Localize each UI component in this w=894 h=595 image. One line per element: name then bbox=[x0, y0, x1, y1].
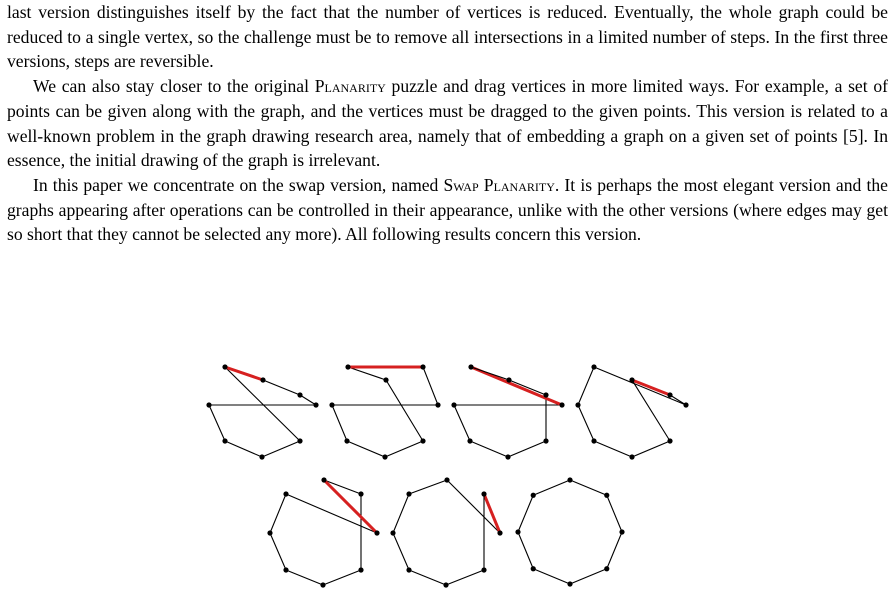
graph-edge bbox=[533, 569, 570, 584]
graph-panel-4 bbox=[575, 364, 688, 459]
text-segment: We can also stay closer to the original bbox=[33, 76, 315, 97]
graph-vertex bbox=[497, 530, 502, 535]
graph-vertex bbox=[222, 364, 227, 369]
graph-vertex bbox=[591, 364, 596, 369]
graph-vertex bbox=[345, 364, 350, 369]
graph-edge bbox=[607, 495, 622, 532]
graph-edge bbox=[509, 380, 546, 395]
swapped-edge bbox=[484, 494, 500, 533]
graph-vertex bbox=[451, 402, 456, 407]
text-segment: last version distinguishes itself by the fact that the number of vertices is reduced. Eventually, the whole graph could be reduced to a single vertex, so the challenge must be to remove all intersections in a limited number of steps. In the first three versions, steps are reversible. bbox=[7, 2, 888, 72]
graph-panel-6 bbox=[390, 477, 502, 587]
graph-edge bbox=[423, 367, 438, 405]
graph-edge bbox=[286, 570, 323, 585]
graph-edge bbox=[533, 480, 570, 495]
graph-panel-1 bbox=[206, 364, 318, 459]
graph-edge bbox=[270, 533, 286, 570]
graph-edge bbox=[518, 532, 533, 569]
graph-vertex bbox=[344, 438, 349, 443]
graph-vertex bbox=[468, 364, 473, 369]
graph-vertex bbox=[467, 438, 472, 443]
graph-edge bbox=[385, 441, 423, 457]
graph-edge bbox=[607, 532, 622, 569]
graph-vertex bbox=[443, 582, 448, 587]
graph-vertex bbox=[222, 438, 227, 443]
graph-vertex bbox=[383, 377, 388, 382]
graph-vertex bbox=[683, 402, 688, 407]
swapped-edge bbox=[632, 380, 670, 395]
graph-panel-5 bbox=[267, 477, 379, 587]
graph-vertex bbox=[481, 491, 486, 496]
graph-vertex bbox=[629, 377, 634, 382]
graph-edge bbox=[594, 367, 686, 405]
graph-vertex bbox=[515, 529, 520, 534]
graph-vertex bbox=[320, 582, 325, 587]
graph-vertex bbox=[667, 438, 672, 443]
graph-edge bbox=[409, 480, 447, 494]
graph-vertex bbox=[267, 530, 272, 535]
graph-edge bbox=[209, 405, 225, 441]
graph-vertex bbox=[629, 454, 634, 459]
graph-edge bbox=[262, 441, 300, 457]
graph-panel-2 bbox=[329, 364, 440, 459]
graph-vertex bbox=[283, 567, 288, 572]
graph-edge bbox=[447, 480, 500, 533]
graph-vertex bbox=[206, 402, 211, 407]
graph-vertex bbox=[259, 454, 264, 459]
graph-vertex bbox=[358, 567, 363, 572]
graph-vertex bbox=[506, 377, 511, 382]
graph-vertex bbox=[667, 392, 672, 397]
graph-vertex bbox=[435, 402, 440, 407]
graph-vertex bbox=[420, 438, 425, 443]
graph-panel-3 bbox=[451, 364, 564, 459]
graph-edge bbox=[347, 441, 385, 457]
swapped-edge bbox=[324, 480, 377, 533]
graph-edge bbox=[471, 367, 509, 380]
graph-vertex bbox=[374, 530, 379, 535]
graph-edge bbox=[454, 405, 470, 441]
graph-vertex bbox=[358, 491, 363, 496]
graph-vertex bbox=[406, 491, 411, 496]
graph-edge bbox=[632, 380, 670, 441]
graph-vertex bbox=[283, 491, 288, 496]
small-caps-term: Planarity bbox=[314, 76, 386, 97]
swapped-edge bbox=[225, 367, 263, 380]
graph-vertex bbox=[406, 567, 411, 572]
text-segment: In this paper we concentrate on the swap version, named bbox=[33, 174, 444, 195]
graph-vertex bbox=[329, 402, 334, 407]
graph-vertex bbox=[481, 567, 486, 572]
graph-edge bbox=[323, 570, 361, 585]
graph-vertex bbox=[297, 438, 302, 443]
graph-edge bbox=[570, 480, 607, 495]
graph-vertex bbox=[313, 402, 318, 407]
graph-vertex bbox=[444, 477, 449, 482]
graph-vertex bbox=[382, 454, 387, 459]
graph-vertex bbox=[543, 392, 548, 397]
graph-edge bbox=[578, 405, 594, 441]
graph-edge bbox=[518, 495, 533, 532]
graph-vertex bbox=[619, 529, 624, 534]
graph-edge bbox=[300, 395, 316, 405]
graph-edge bbox=[393, 494, 409, 533]
graph-edge bbox=[348, 367, 386, 380]
graph-vertex bbox=[559, 402, 564, 407]
graph-panel-7 bbox=[515, 477, 624, 586]
graph-vertex bbox=[567, 477, 572, 482]
graph-vertex bbox=[321, 477, 326, 482]
graph-vertex bbox=[390, 530, 395, 535]
graph-edge bbox=[386, 380, 423, 441]
graph-edge bbox=[393, 533, 409, 570]
text-segment: . It is perhaps the most elegant version and the graphs appearing after operations can be controlled in their appearance, unlike with the other versions (where edges may get so short that they cannot be selected any more). All following results concern this version. bbox=[7, 174, 888, 245]
graph-vertex bbox=[575, 402, 580, 407]
graph-vertex bbox=[604, 566, 609, 571]
graph-edge bbox=[225, 441, 262, 457]
graph-vertex bbox=[604, 493, 609, 498]
graph-edge bbox=[578, 367, 594, 405]
graph-edge bbox=[263, 380, 300, 395]
graph-vertex bbox=[591, 438, 596, 443]
graph-edge bbox=[508, 441, 546, 457]
graph-edge bbox=[332, 405, 347, 441]
text-segment: puzzle and drag vertices in more limited ways. For example, a set of points can be given along with the graph, and the vertices must be dragged to the given points. This version is related to a well-known problem in the graph drawing research area, namely that of embedding a graph on a given set of points [5]. In essence, the initial drawing of the graph is irrelevant. bbox=[7, 76, 888, 171]
graph-edge bbox=[570, 569, 607, 584]
graph-edge bbox=[286, 494, 377, 533]
swapped-edge bbox=[471, 367, 562, 405]
small-caps-term: Swap Planarity bbox=[443, 174, 555, 195]
graph-vertex bbox=[531, 493, 536, 498]
graph-vertex bbox=[543, 438, 548, 443]
graph-vertex bbox=[420, 364, 425, 369]
graph-edge bbox=[409, 570, 446, 585]
graph-vertex bbox=[297, 392, 302, 397]
graph-edge bbox=[270, 494, 286, 533]
graph-edge bbox=[470, 441, 508, 457]
graph-vertex bbox=[260, 377, 265, 382]
graph-vertex bbox=[567, 581, 572, 586]
graph-edge bbox=[446, 570, 484, 585]
graph-vertex bbox=[505, 454, 510, 459]
graph-edge bbox=[632, 441, 670, 457]
graph-edge bbox=[594, 441, 632, 457]
graph-vertex bbox=[531, 566, 536, 571]
